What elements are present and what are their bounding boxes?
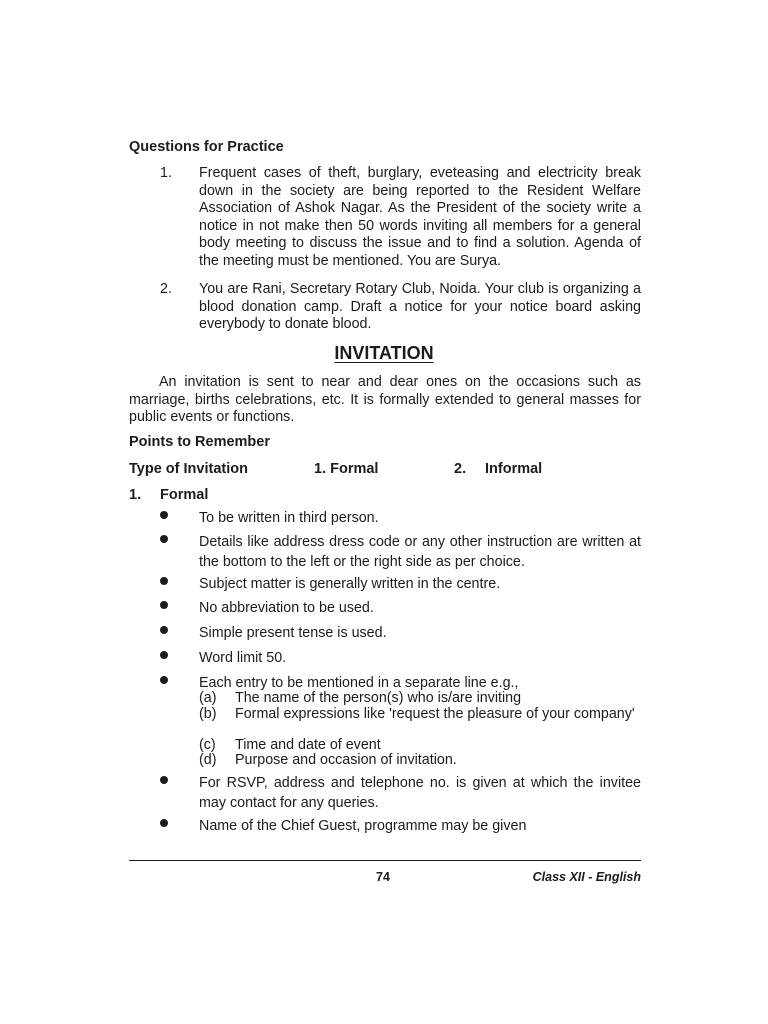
bullet-dot-icon [160,651,168,659]
sub-item-label: (c) [199,737,216,753]
question-1-text: Frequent cases of theft, burglary, eveteasing and electricity break down in the society are being reported to the Resident Welfare Association of Ashok Nagar. As the President of the society write a notice in not make then 50 words inviting all members for a general body meeting to discuss the issue and to find a solution. Agenda of the meeting must be mentioned. You are Surya. [199,165,641,269]
formal-number: 1. [129,487,142,503]
question-2-text: You are Rani, Secretary Rotary Club, Noida. Your club is organizing a blood donation camp. Draft a notice for your notice board asking everybody to donate blood. [199,281,641,332]
bullet-item: Each entry to be mentioned in a separate line e.g., [199,675,519,691]
bullet-item: Name of the Chief Guest, programme may be given [199,818,527,834]
sub-item-text: Purpose and occasion of invitation. [235,752,457,768]
bullet-item: To be written in third person. [199,510,379,526]
bullet-item: For RSVP, address and telephone no. is given at which the invitee may contact for any queries. [199,775,641,811]
bullet-dot-icon [160,511,168,519]
bullet-dot-icon [160,626,168,634]
type-informal: Informal [485,461,543,477]
section-title: INVITATION [334,343,434,363]
sub-item-label: (b) [199,706,217,722]
bullet-item: Word limit 50. [199,650,287,666]
bullet-item: Subject matter is generally written in the centre. [199,576,501,592]
sub-item-text: The name of the person(s) who is/are inviting [235,690,522,706]
points-heading: Points to Remember [129,434,270,450]
bullet-dot-icon [160,535,168,543]
bullet-dot-icon [160,776,168,784]
bullet-item: No abbreviation to be used. [199,600,374,616]
bullet-dot-icon [160,819,168,827]
book-title: Class XII - English [532,870,641,884]
bullet-dot-icon [160,601,168,609]
type-informal-number: 2. [454,461,467,477]
question-1-number: 1. [160,165,172,181]
bullet-item: Simple present tense is used. [199,625,387,641]
intro-paragraph: An invitation is sent to near and dear ones on the occasions such as marriage, births celebrations, etc. It is formally extended to general masses for public events or functions. [129,374,641,425]
formal-heading: Formal [160,487,209,503]
sub-item-text: Time and date of event [235,737,381,753]
practice-heading: Questions for Practice [129,139,284,155]
question-2-number: 2. [160,281,172,297]
footer-divider [129,860,641,861]
type-label: Type of Invitation [129,461,248,477]
type-formal: 1. Formal [314,461,379,477]
bullet-dot-icon [160,676,168,684]
page-number: 74 [376,870,390,884]
sub-item-label: (a) [199,690,217,706]
bullet-item: Details like address dress code or any other instruction are written at the bottom to the left or the right side as per choice. [199,534,641,570]
sub-item-label: (d) [199,752,217,768]
sub-item-text: Formal expressions like 'request the pleasure of your company' [235,706,635,722]
bullet-dot-icon [160,577,168,585]
